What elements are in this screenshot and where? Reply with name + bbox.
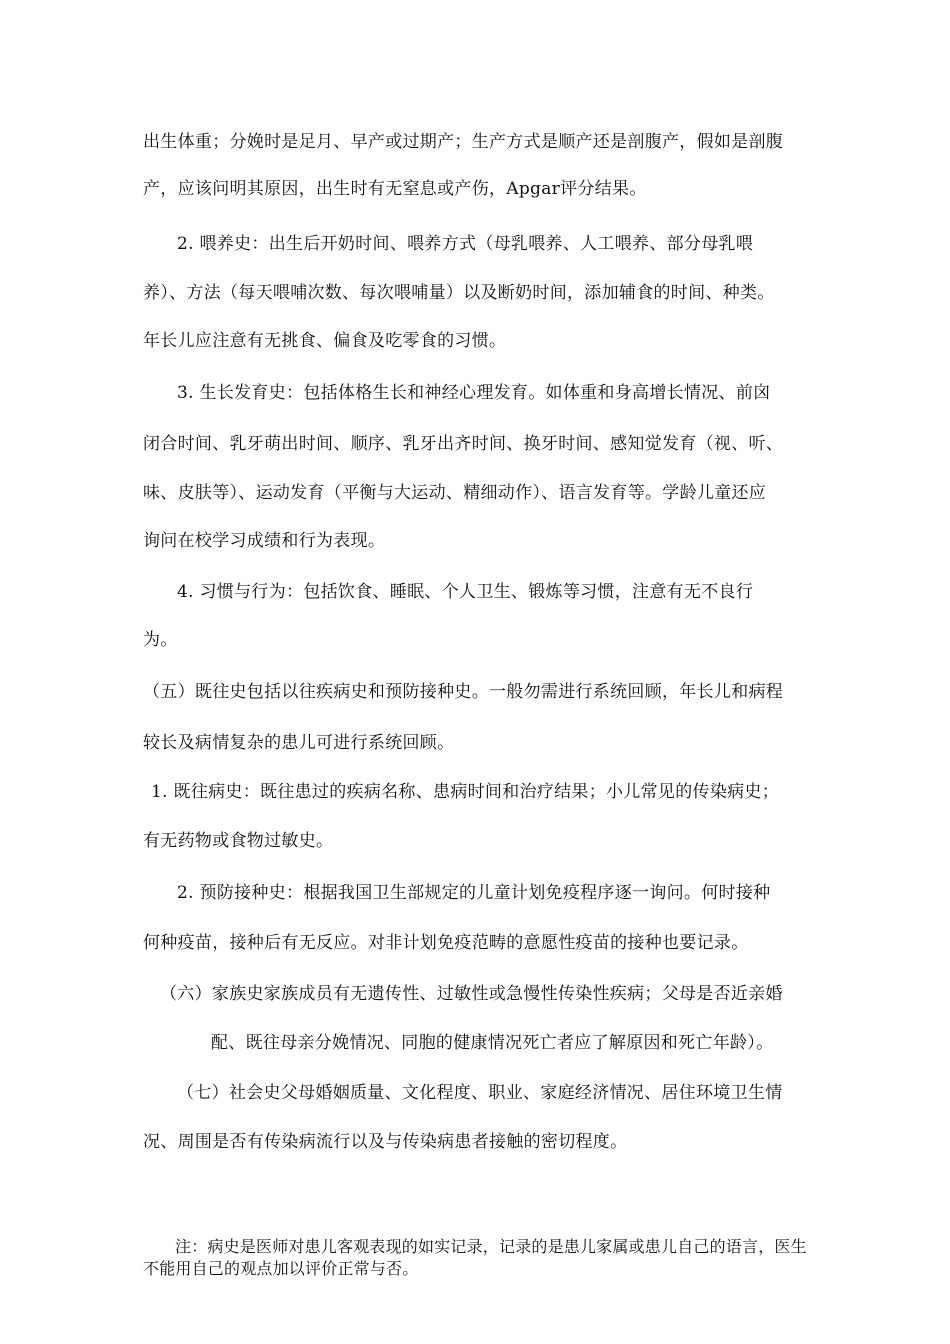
text-line: 询问在校学习成绩和行为表现。	[143, 531, 386, 551]
text-line: 4. 习惯与行为：包括饮食、睡眠、个人卫生、锻炼等习惯，注意有无不良行	[177, 582, 754, 602]
text-line: 3. 生长发育史：包括体格生长和神经心理发育。如体重和身高增长情况、前囟	[177, 383, 771, 403]
text-line: 1. 既往病史：既往患过的疾病名称、患病时间和治疗结果；小儿常见的传染病史；	[151, 782, 780, 802]
text-line: （七）社会史父母婚姻质量、文化程度、职业、家庭经济情况、居住环境卫生情	[177, 1083, 783, 1103]
text-line: 闭合时间、乳牙萌出时间、顺序、乳牙出齐时间、换牙时间、感知觉发育（视、听、	[143, 434, 784, 454]
text-line: 产，应该问明其原因，出生时有无窒息或产伤，Apgar评分结果。	[143, 179, 647, 199]
text-line: 出生体重；分娩时是足月、早产或过期产；生产方式是顺产还是剖腹产，假如是剖腹	[143, 132, 784, 152]
text-line: 何种疫苗，接种后有无反应。对非计划免疫范畴的意愿性疫苗的接种也要记录。	[143, 933, 749, 953]
text-line: 配、既往母亲分娩情况、同胞的健康情况死亡者应了解原因和死亡年龄）。	[211, 1033, 774, 1053]
text-line: （五）既往史包括以往疾病史和预防接种史。一般勿需进行系统回顾，年长儿和病程	[143, 682, 784, 702]
note-paragraph: 注：病史是医师对患儿客观表现的如实记录，记录的是患儿家属或患儿自己的语言，医生不能用自己的观点加以评价正常与否。	[143, 1237, 807, 1278]
text-line: 有无药物或食物过敏史。	[143, 831, 334, 851]
text-line: 况、周围是否有传染病流行以及与传染病患者接触的密切程度。	[143, 1132, 628, 1152]
text-line: 2. 喂养史：出生后开奶时间、喂养方式（母乳喂养、人工喂养、部分母乳喂	[177, 234, 754, 254]
text-line: （六）家族史家族成员有无遗传性、过敏性或急慢性传染性疾病；父母是否近亲婚	[160, 984, 783, 1004]
text-line: 为。	[143, 630, 178, 650]
text-line: 较长及病情复杂的患儿可进行系统回顾。	[143, 733, 455, 753]
text-line: 2. 预防接种史：根据我国卫生部规定的儿童计划免疫程序逐一询问。何时接种	[177, 883, 771, 903]
text-line: 年长儿应注意有无挑食、偏食及吃零食的习惯。	[143, 331, 507, 351]
text-line: 味、皮肤等）、运动发育（平衡与大运动、精细动作）、语言发育等。学龄儿童还应	[143, 483, 767, 503]
text-line: 养）、方法（每天喂哺次数、每次喂哺量）以及断奶时间，添加辅食的时间、种类。	[143, 283, 775, 303]
